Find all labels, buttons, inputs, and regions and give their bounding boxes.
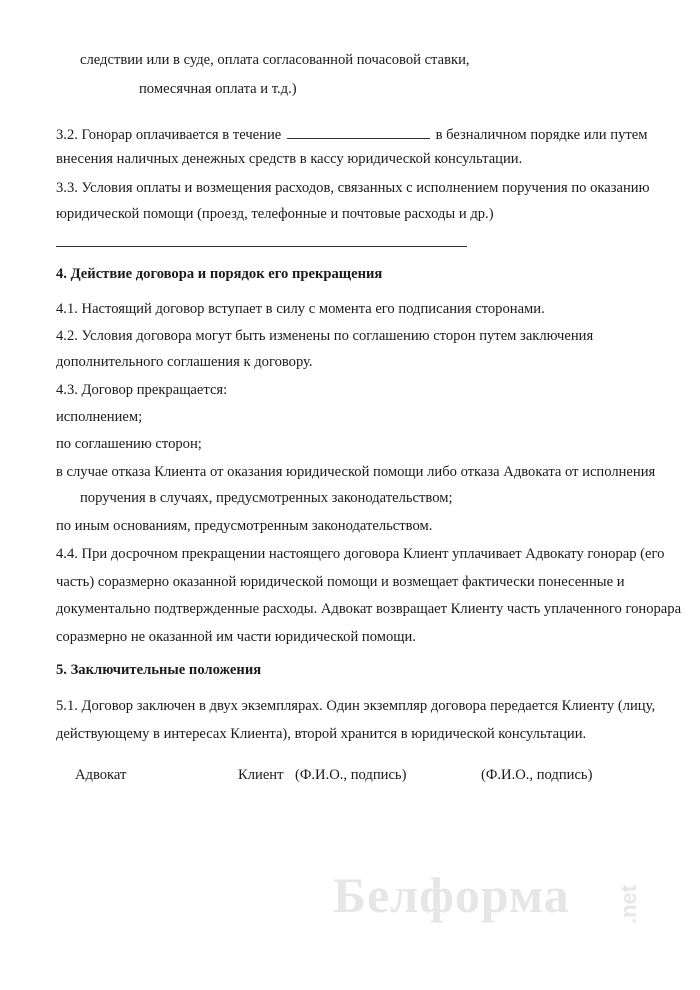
list-item: исполнением; <box>56 409 143 425</box>
section-4-heading: 4. Действие договора и порядок его прекращения <box>56 266 383 282</box>
watermark-logo <box>333 866 663 946</box>
signature-client: Клиент <box>238 767 284 783</box>
clause-3-2 <box>56 124 647 144</box>
signature-advocate: Адвокат <box>75 767 127 783</box>
clause-3-2-end: в безналичном порядке или путем <box>435 127 648 143</box>
clause-3-2-start: 3.2. Гонорар оплачивается в течение <box>56 127 282 143</box>
watermark-brand: Белформа <box>333 867 570 923</box>
clause-4-2: 4.2. Условия договора могут быть изменены по соглашению сторон путем заключения <box>56 328 594 344</box>
text-line: юридической помощи (проезд, телефонные и почтовые расходы и др.) <box>56 206 494 222</box>
text-line: часть) соразмерно оказанной юридической помощи и возмещает фактически понесенные и <box>56 574 625 590</box>
clause-3-3: 3.3. Условия оплаты и возмещения расходов, связанных с исполнением поручения по оказанию <box>56 180 650 196</box>
signature-fio-client: (Ф.И.О., подпись) <box>481 767 593 783</box>
clause-4-4: 4.4. При досрочном прекращении настоящего договора Клиент уплачивает Адвокату гонорар (его <box>56 546 665 562</box>
text-line: дополнительного соглашения к договору. <box>56 354 313 370</box>
text-line: поручения в случаях, предусмотренных законодательством; <box>80 490 453 506</box>
blank-field <box>287 124 430 139</box>
text-line: действующему в интересах Клиента), второй хранится в юридической консультации. <box>56 726 587 742</box>
signature-fio-advocate: (Ф.И.О., подпись) <box>295 767 407 783</box>
clause-4-3: 4.3. Договор прекращается: <box>56 382 228 398</box>
list-item: по иным основаниям, предусмотренным законодательством. <box>56 518 433 534</box>
watermark-tld: .net <box>616 884 641 924</box>
clause-5-1: 5.1. Договор заключен в двух экземплярах. Один экземпляр договора передается Клиенту (лицу, <box>56 698 656 714</box>
text-line: соразмерно не оказанной им части юридической помощи. <box>56 629 416 645</box>
text-line: документально подтвержденные расходы. Адвокат возвращает Клиенту часть уплаченного гонорара <box>56 601 682 617</box>
text-line: следствии или в суде, оплата согласованной почасовой ставки, <box>80 52 470 68</box>
clause-4-1: 4.1. Настоящий договор вступает в силу с момента его подписания сторонами. <box>56 301 545 317</box>
blank-line <box>56 246 467 247</box>
text-line: помесячная оплата и т.д.) <box>139 81 297 97</box>
section-5-heading: 5. Заключительные положения <box>56 662 262 678</box>
list-item: по соглашению сторон; <box>56 436 202 452</box>
text-line: внесения наличных денежных средств в кассу юридической консультации. <box>56 151 523 167</box>
list-item: в случае отказа Клиента от оказания юридической помощи либо отказа Адвоката от исполнения <box>56 464 656 480</box>
